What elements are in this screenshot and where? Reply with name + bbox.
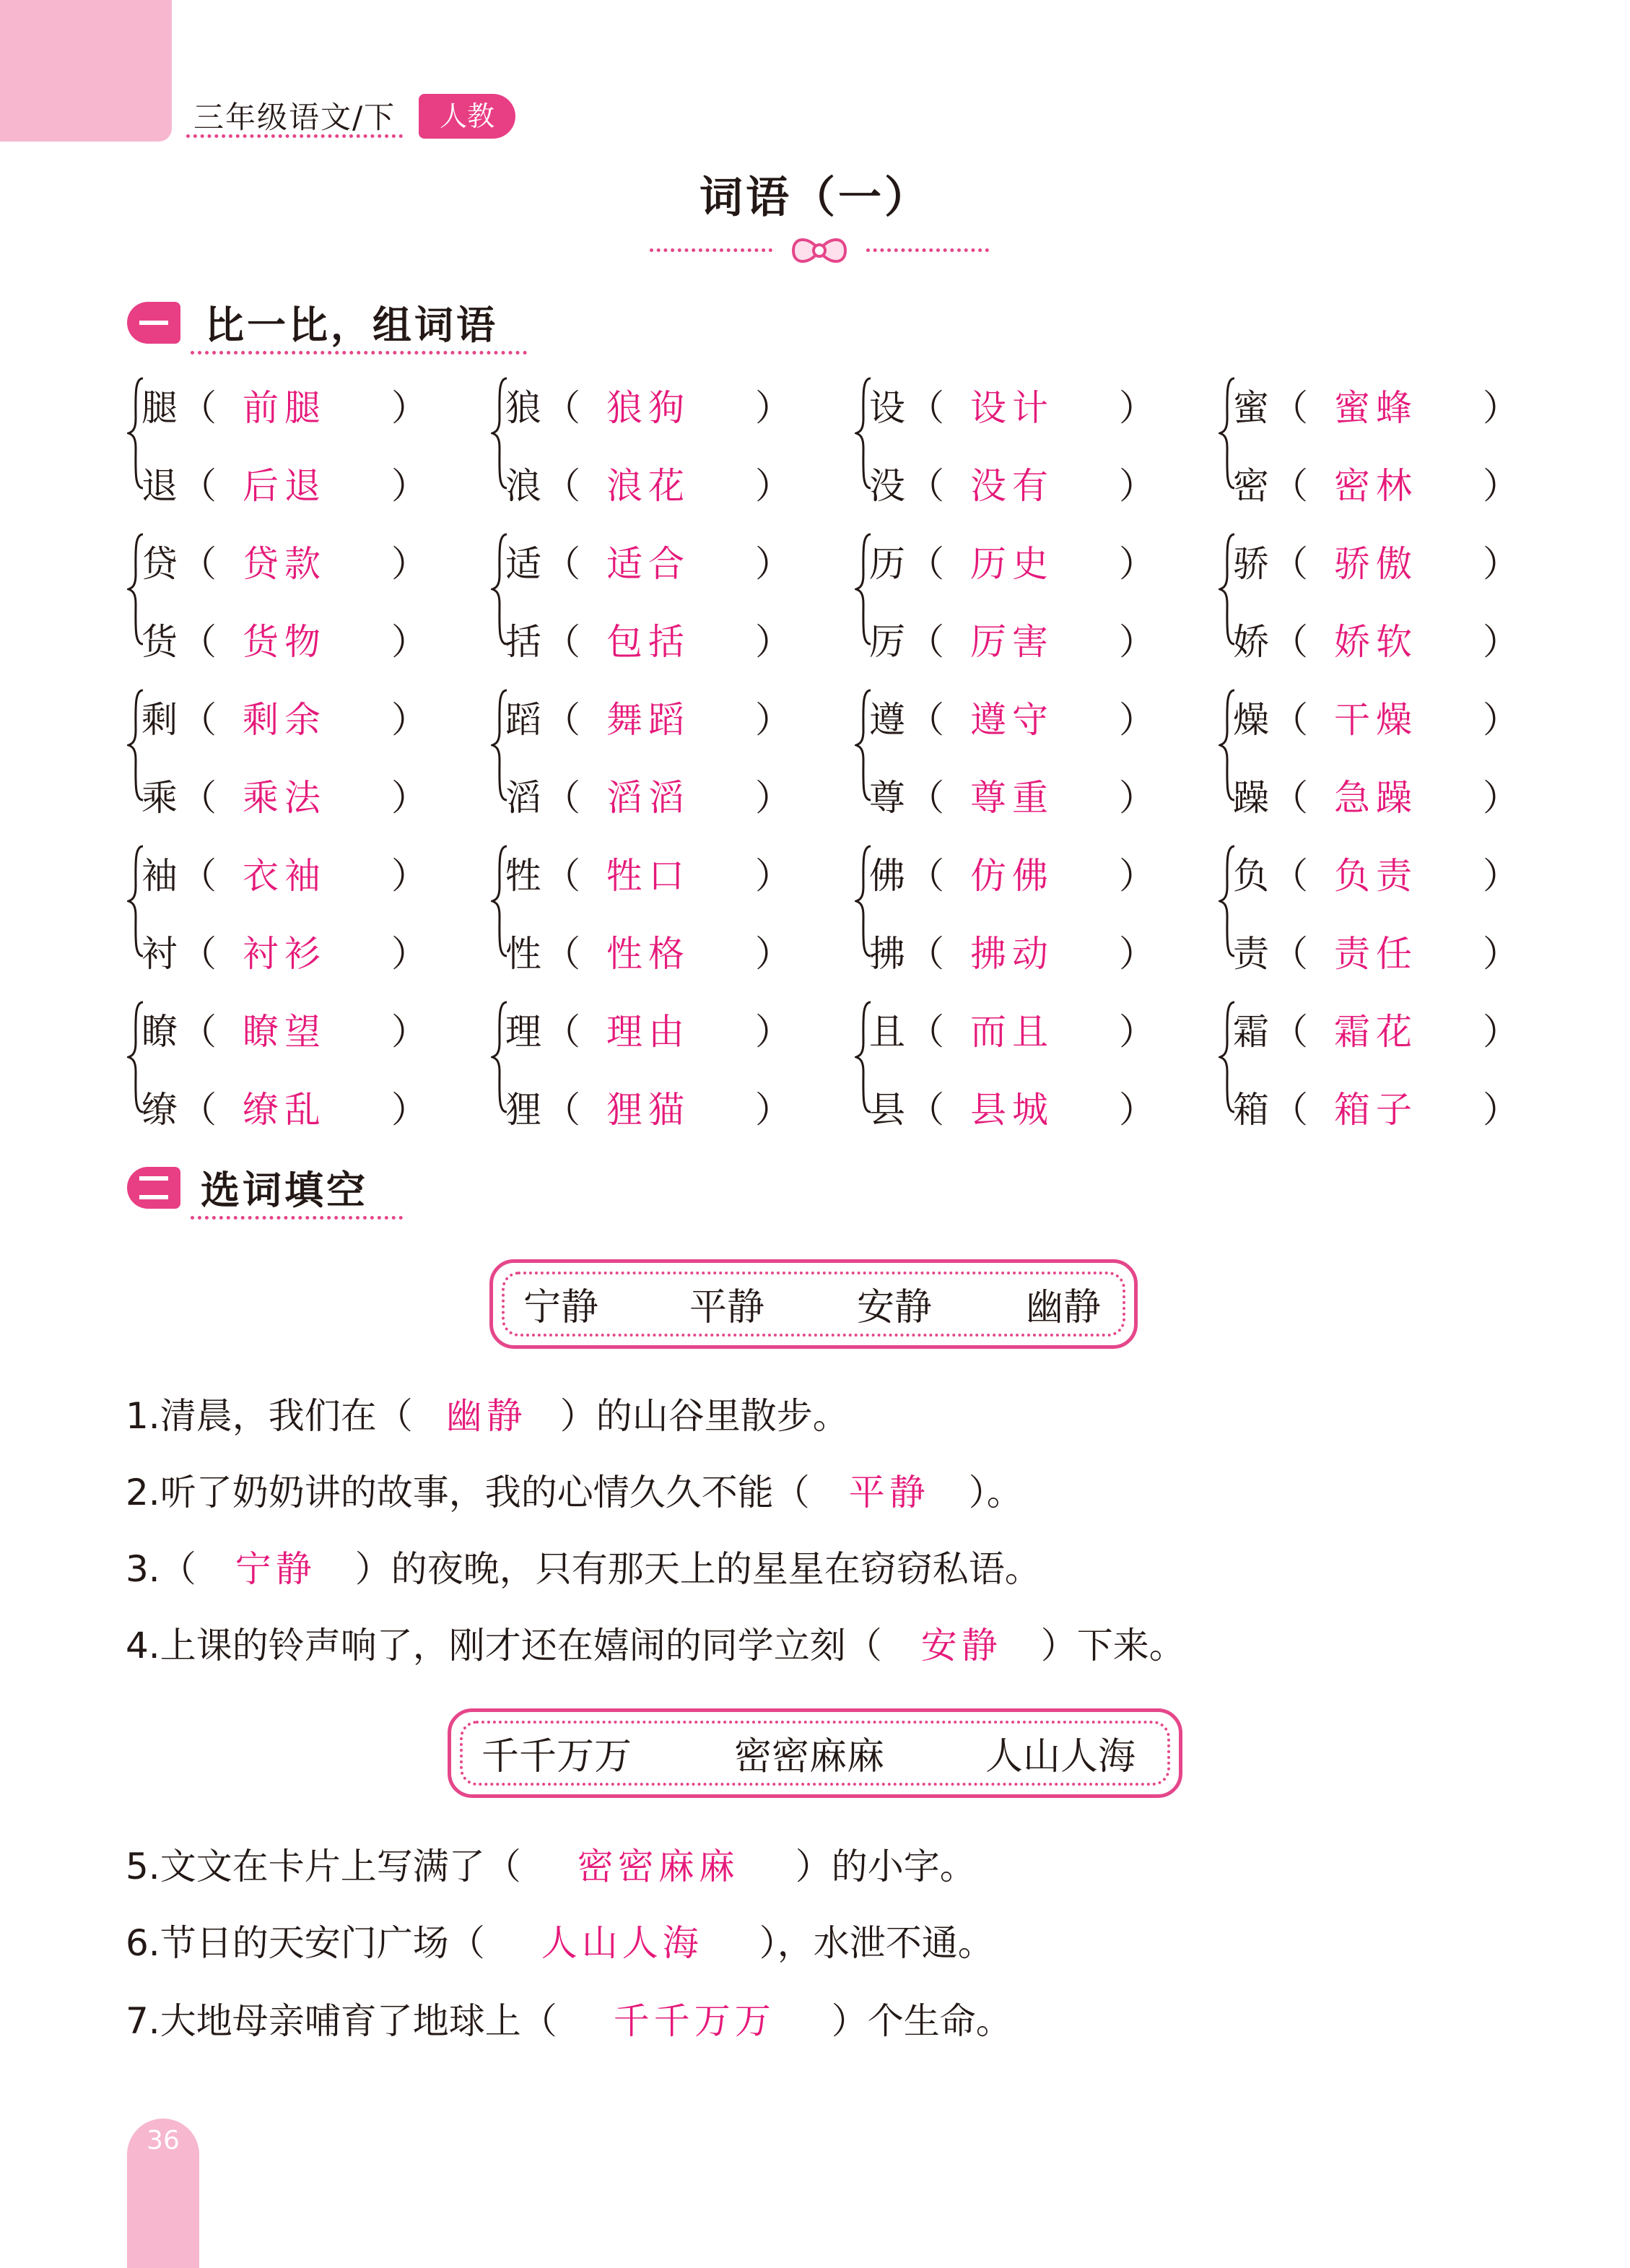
base-character: 瞭	[141, 1011, 178, 1053]
base-character: 乘	[141, 777, 178, 819]
word-pair-group: 骄 （ 骄傲 ） 娇 （ 娇软 ）	[1219, 531, 1551, 647]
answer-word: 历史	[970, 543, 1054, 585]
base-character: 滔	[505, 777, 541, 819]
word-pair-group: 贷 （ 贷款 ） 货 （ 货物 ）	[127, 531, 459, 647]
sentence: 1.清晨，我们在（ 幽静 ）的山谷里散步。	[126, 1391, 849, 1441]
section-2-title: 选词填空	[201, 1168, 368, 1213]
answer-word: 剩余	[243, 699, 326, 741]
section-2-underline	[191, 1216, 403, 1220]
base-character: 密	[1233, 465, 1269, 507]
base-character: 性	[505, 933, 541, 975]
answer-word: 滔滔	[606, 777, 690, 819]
word-pair-group: 遵 （ 遵守 ） 尊 （ 尊重 ）	[855, 687, 1187, 803]
base-character: 设	[869, 387, 905, 429]
section-2-badge	[127, 1167, 180, 1209]
word-pair-group: 设 （ 设计 ） 没 （ 没有 ）	[855, 375, 1187, 491]
answer-word: 娇软	[1334, 621, 1418, 663]
base-character: 货	[141, 621, 178, 663]
corner-tab	[0, 0, 172, 142]
base-character: 且	[869, 1011, 905, 1053]
base-character: 躁	[1233, 777, 1269, 819]
word-bank-item: 幽静	[1026, 1286, 1102, 1329]
word-pair-group: 瞭 （ 瞭望 ） 缭 （ 缭乱 ）	[127, 999, 459, 1115]
answer-word: 衣袖	[243, 855, 326, 897]
bow-icon	[789, 234, 850, 267]
base-character: 狸	[505, 1089, 541, 1131]
base-character: 狼	[505, 387, 541, 429]
base-character: 厉	[869, 621, 905, 663]
sentence-answer: 平静	[848, 1472, 930, 1513]
base-character: 缭	[141, 1089, 178, 1131]
title-decoration	[650, 233, 989, 269]
word-pair-group: 适 （ 适合 ） 括 （ 包括 ）	[491, 531, 823, 647]
word-bank-item: 安静	[857, 1286, 933, 1329]
word-pair-group: 袖 （ 衣袖 ） 衬 （ 衬衫 ）	[127, 843, 459, 959]
answer-word: 狸猫	[606, 1089, 690, 1131]
answer-word: 浪花	[606, 465, 690, 507]
answer-word: 厉害	[970, 621, 1054, 663]
base-character: 历	[869, 543, 905, 585]
base-character: 蹈	[505, 699, 541, 741]
word-pair-group: 腿 （ 前腿 ） 退 （ 后退 ）	[127, 375, 459, 491]
section-1-underline	[191, 351, 527, 355]
sentence-answer: 幽静	[445, 1395, 527, 1437]
base-character: 牲	[505, 855, 541, 897]
base-character: 袖	[141, 855, 178, 897]
base-character: 浪	[505, 465, 541, 507]
answer-word: 包括	[606, 621, 690, 663]
sentence-answer: 宁静	[235, 1548, 316, 1590]
answer-word: 负责	[1334, 855, 1418, 897]
sentence: 2.听了奶奶讲的故事，我的心情久久不能（ 平静 ）。	[126, 1467, 1023, 1518]
sentence-answer: 人山人海	[541, 1922, 703, 1964]
base-character: 适	[505, 543, 541, 585]
base-character: 责	[1233, 933, 1269, 975]
answer-word: 乘法	[243, 777, 326, 819]
word-pair-group: 狼 （ 狼狗 ） 浪 （ 浪花 ）	[491, 375, 823, 491]
sentence: 7.大地母亲哺育了地球上（ 千千万万 ）个生命。	[126, 1996, 1012, 2046]
sentence: 3.（ 宁静 ）的夜晚，只有那天上的星星在窃窃私语。	[126, 1544, 1041, 1594]
answer-word: 责任	[1334, 933, 1418, 975]
book-label: 三年级语文/下	[193, 100, 396, 135]
word-pair-group: 理 （ 理由 ） 狸 （ 狸猫 ）	[491, 999, 823, 1115]
base-character: 骄	[1233, 543, 1269, 585]
sentence-answer: 密密麻麻	[577, 1846, 739, 1887]
answer-word: 货物	[243, 621, 326, 663]
answer-word: 适合	[606, 543, 690, 585]
base-character: 退	[141, 465, 178, 507]
word-bank-item: 平静	[689, 1286, 765, 1329]
base-character: 尊	[869, 777, 905, 819]
word-pair-group: 燥 （ 干燥 ） 躁 （ 急躁 ）	[1219, 687, 1551, 803]
answer-word: 县城	[970, 1089, 1054, 1131]
page-title: 词语（一）	[699, 173, 931, 223]
base-character: 理	[505, 1011, 541, 1053]
word-pair-group: 负 （ 负责 ） 责 （ 责任 ）	[1219, 843, 1551, 959]
word-pair-group: 蜜 （ 蜜蜂 ） 密 （ 密林 ）	[1219, 375, 1551, 491]
base-character: 剩	[141, 699, 178, 741]
answer-word: 霜花	[1334, 1011, 1418, 1053]
base-character: 箱	[1233, 1089, 1269, 1131]
answer-word: 理由	[606, 1011, 690, 1053]
base-character: 拂	[869, 933, 905, 975]
base-character: 负	[1233, 855, 1269, 897]
edition-badge: 人教	[419, 94, 515, 139]
word-bank-item: 宁静	[523, 1286, 599, 1329]
header-divider	[186, 134, 403, 138]
word-bank-item: 千千万万	[481, 1735, 632, 1778]
word-pair-group: 霜 （ 霜花 ） 箱 （ 箱子 ）	[1219, 999, 1551, 1115]
answer-word: 瞭望	[243, 1011, 326, 1053]
base-character: 燥	[1233, 699, 1269, 741]
word-bank-2	[448, 1708, 1182, 1798]
answer-word: 前腿	[243, 387, 326, 429]
base-character: 蜜	[1233, 387, 1269, 429]
word-pair-group: 且 （ 而且 ） 县 （ 县城 ）	[855, 999, 1187, 1115]
base-character: 霜	[1233, 1011, 1269, 1053]
word-bank-item: 密密麻麻	[734, 1735, 885, 1778]
word-pair-group: 蹈 （ 舞蹈 ） 滔 （ 滔滔 ）	[491, 687, 823, 803]
answer-word: 遵守	[970, 699, 1054, 741]
answer-word: 急躁	[1334, 777, 1418, 819]
word-pair-group: 历 （ 历史 ） 厉 （ 厉害 ）	[855, 531, 1187, 647]
sentence-answer: 千千万万	[613, 2000, 775, 2042]
word-pair-group: 佛 （ 仿佛 ） 拂 （ 拂动 ）	[855, 843, 1187, 959]
word-bank-1	[489, 1259, 1138, 1349]
word-pair-group: 剩 （ 剩余 ） 乘 （ 乘法 ）	[127, 687, 459, 803]
base-character: 遵	[869, 699, 905, 741]
answer-word: 牲口	[606, 855, 690, 897]
base-character: 括	[505, 621, 541, 663]
answer-word: 尊重	[970, 777, 1054, 819]
answer-word: 性格	[606, 933, 690, 975]
base-character: 县	[869, 1089, 905, 1131]
answer-word: 没有	[970, 465, 1054, 507]
section-1-title: 比一比，组词语	[205, 303, 498, 348]
answer-word: 舞蹈	[606, 699, 690, 741]
answer-word: 设计	[970, 387, 1054, 429]
answer-word: 干燥	[1334, 699, 1418, 741]
sentence: 4.上课的铃声响了，刚才还在嬉闹的同学立刻（ 安静 ）下来。	[126, 1620, 1185, 1671]
sentence-answer: 安静	[920, 1625, 1002, 1667]
word-bank-item: 人山人海	[985, 1735, 1136, 1778]
answer-word: 蜜蜂	[1334, 387, 1418, 429]
answer-word: 缭乱	[243, 1089, 326, 1131]
answer-word: 密林	[1334, 465, 1418, 507]
sentence: 5.文文在卡片上写满了（ 密密麻麻 ）的小字。	[126, 1841, 976, 1892]
answer-word: 贷款	[243, 543, 326, 585]
answer-word: 而且	[970, 1011, 1054, 1053]
page-number: 36	[147, 2126, 180, 2155]
base-character: 腿	[141, 387, 178, 429]
answer-word: 衬衫	[243, 933, 326, 975]
answer-word: 拂动	[970, 933, 1054, 975]
answer-word: 狼狗	[606, 387, 690, 429]
answer-word: 骄傲	[1334, 543, 1418, 585]
word-pair-group: 牲 （ 牲口 ） 性 （ 性格 ）	[491, 843, 823, 959]
answer-word: 箱子	[1334, 1089, 1418, 1131]
base-character: 佛	[869, 855, 905, 897]
base-character: 衬	[141, 933, 178, 975]
answer-word: 仿佛	[970, 855, 1054, 897]
sentence: 6.节日的天安门广场（ 人山人海 ），水泄不通。	[126, 1918, 994, 1968]
base-character: 娇	[1233, 621, 1269, 663]
answer-word: 后退	[243, 465, 326, 507]
base-character: 没	[869, 465, 905, 507]
section-1-badge	[127, 302, 180, 344]
base-character: 贷	[141, 543, 178, 585]
